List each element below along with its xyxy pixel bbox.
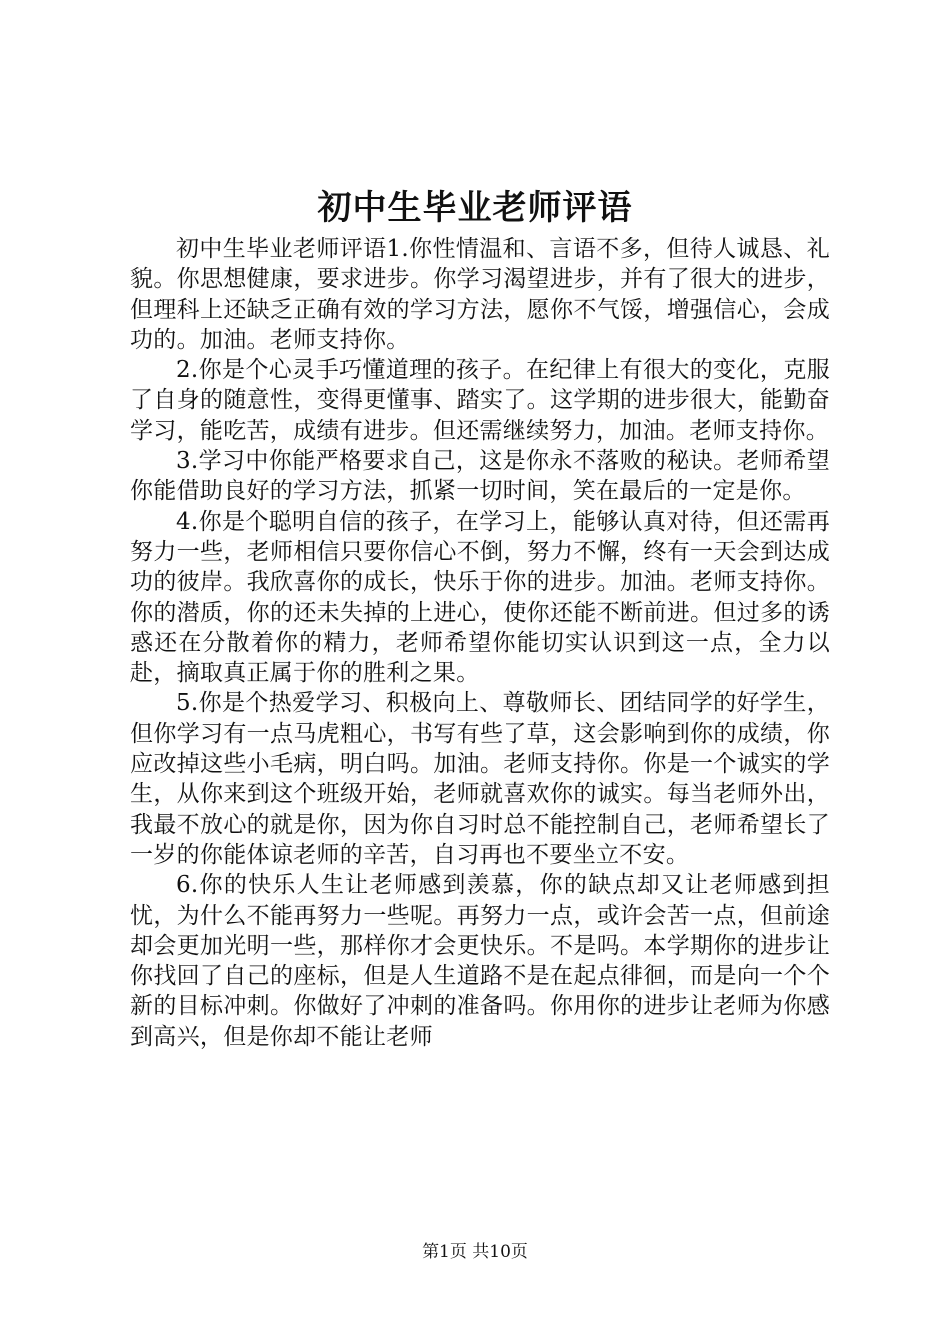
document-title: 初中生毕业老师评语 (317, 188, 633, 228)
document-body (130, 234, 830, 1052)
paragraph-6: 6.你的快乐人生让老师感到羡慕，你的缺点却又让老师感到担忧，为什么不能再努力一些呢。再努力一点，或许会苦一点，但前途却会更加光明一些，那样你才会更快乐。不是吗。本学期你的进步让你找回了自己的座标，但是人生道路不是在起点徘徊，而是向一个个新的目标冲刺。你做好了冲刺的准备吗。你用你的进步让老师为你感到高兴，但是你却不能让老师 (130, 872, 830, 1050)
paragraph-4: 4.你是个聪明自信的孩子，在学习上，能够认真对待，但还需再努力一些，老师相信只要你信心不倒，努力不懈，终有一天会到达成功的彼岸。我欣喜你的成长，快乐于你的进步。加油。老师支持你。你的潜质，你的还未失掉的上进心，使你还能不断前进。但过多的诱惑还在分散着你的精力，老师希望你能切实认识到这一点，全力以赴，摘取真正属于你的胜利之果。 (130, 508, 830, 687)
paragraph-5: 5.你是个热爱学习、积极向上、尊敬师长、团结同学的好学生，但你学习有一点马虎粗心，书写有些了草，这会影响到你的成绩，你应改掉这些小毛病，明白吗。加油。老师支持你。你是一个诚实的学生，从你来到这个班级开始，老师就喜欢你的诚实。每当老师外出，我最不放心的就是你，因为你自习时总不能控制自己，老师希望长了一岁的你能体谅老师的辛苦，自习再也不要坐立不安。 (130, 690, 830, 868)
paragraph-3: 3.学习中你能严格要求自己，这是你永不落败的秘诀。老师希望你能借助良好的学习方法，抓紧一切时间，笑在最后的一定是你。 (130, 448, 830, 505)
paragraph-2: 2.你是个心灵手巧懂道理的孩子。在纪律上有很大的变化，克服了自身的随意性，变得更懂事、踏实了。这学期的进步很大，能勤奋学习，能吃苦，成绩有进步。但还需继续努力，加油。老师支持你。 (130, 357, 830, 444)
paragraph-1: 初中生毕业老师评语1.你性情温和、言语不多，但待人诚恳、礼貌。你思想健康，要求进步。你学习渴望进步，并有了很大的进步，但理科上还缺乏正确有效的学习方法，愿你不气馁，增强信心，会成功的。加油。老师支持你。 (130, 236, 830, 353)
page-number-footer: 第1页 共10页 (422, 1242, 528, 1262)
